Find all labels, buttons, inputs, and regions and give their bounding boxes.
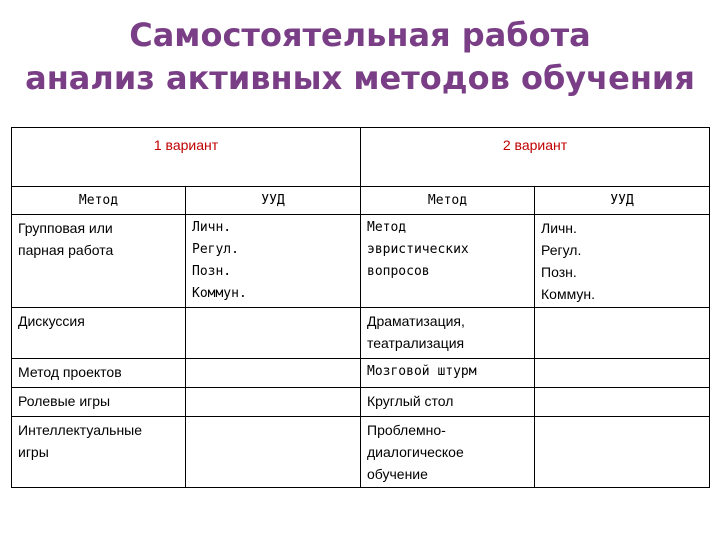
- uud-1-cell: [186, 308, 361, 359]
- methods-table: [11, 127, 710, 488]
- method-2-cell: Круглый стол: [361, 388, 535, 417]
- variant-1-header: 1 вариант: [12, 128, 361, 187]
- header-method-1: Метод: [12, 187, 186, 215]
- uud-2-cell: Личн. Регул. Позн. Коммун.: [535, 215, 710, 308]
- table-row: [12, 388, 710, 417]
- header-uud-1: УУД: [186, 187, 361, 215]
- header-uud-2: УУД: [535, 187, 710, 215]
- table-row: [12, 417, 710, 488]
- method-1-cell: Интеллектуальные игры: [12, 417, 186, 488]
- table-row: [12, 215, 710, 308]
- method-1-cell: Групповая или парная работа: [12, 215, 186, 308]
- uud-2-cell: [535, 359, 710, 388]
- uud-2-cell: [535, 417, 710, 488]
- title-line-2: анализ активных методов обучения: [25, 59, 695, 97]
- variant-2-header: 2 вариант: [361, 128, 710, 187]
- uud-1-cell: Личн. Регул. Позн. Коммун.: [186, 215, 361, 308]
- method-1-cell: Ролевые игры: [12, 388, 186, 417]
- uud-2-cell: [535, 388, 710, 417]
- uud-1-cell: [186, 388, 361, 417]
- title-line-1: Самостоятельная работа: [129, 16, 591, 54]
- table-row: [12, 359, 710, 388]
- method-1-cell: Метод проектов: [12, 359, 186, 388]
- method-2-cell: Проблемно- диалогическое обучение: [361, 417, 535, 488]
- column-headers-row: [12, 187, 710, 215]
- uud-2-cell: [535, 308, 710, 359]
- table-row: [12, 308, 710, 359]
- method-1-cell: Дискуссия: [12, 308, 186, 359]
- method-2-cell: Метод эвристических вопросов: [361, 215, 535, 308]
- variant-row: [12, 128, 710, 187]
- method-2-cell: Драматизация, театрализация: [361, 308, 535, 359]
- method-2-cell: Мозговой штурм: [361, 359, 535, 388]
- uud-1-cell: [186, 417, 361, 488]
- header-method-2: Метод: [361, 187, 535, 215]
- uud-1-cell: [186, 359, 361, 388]
- page-title: [0, 14, 720, 100]
